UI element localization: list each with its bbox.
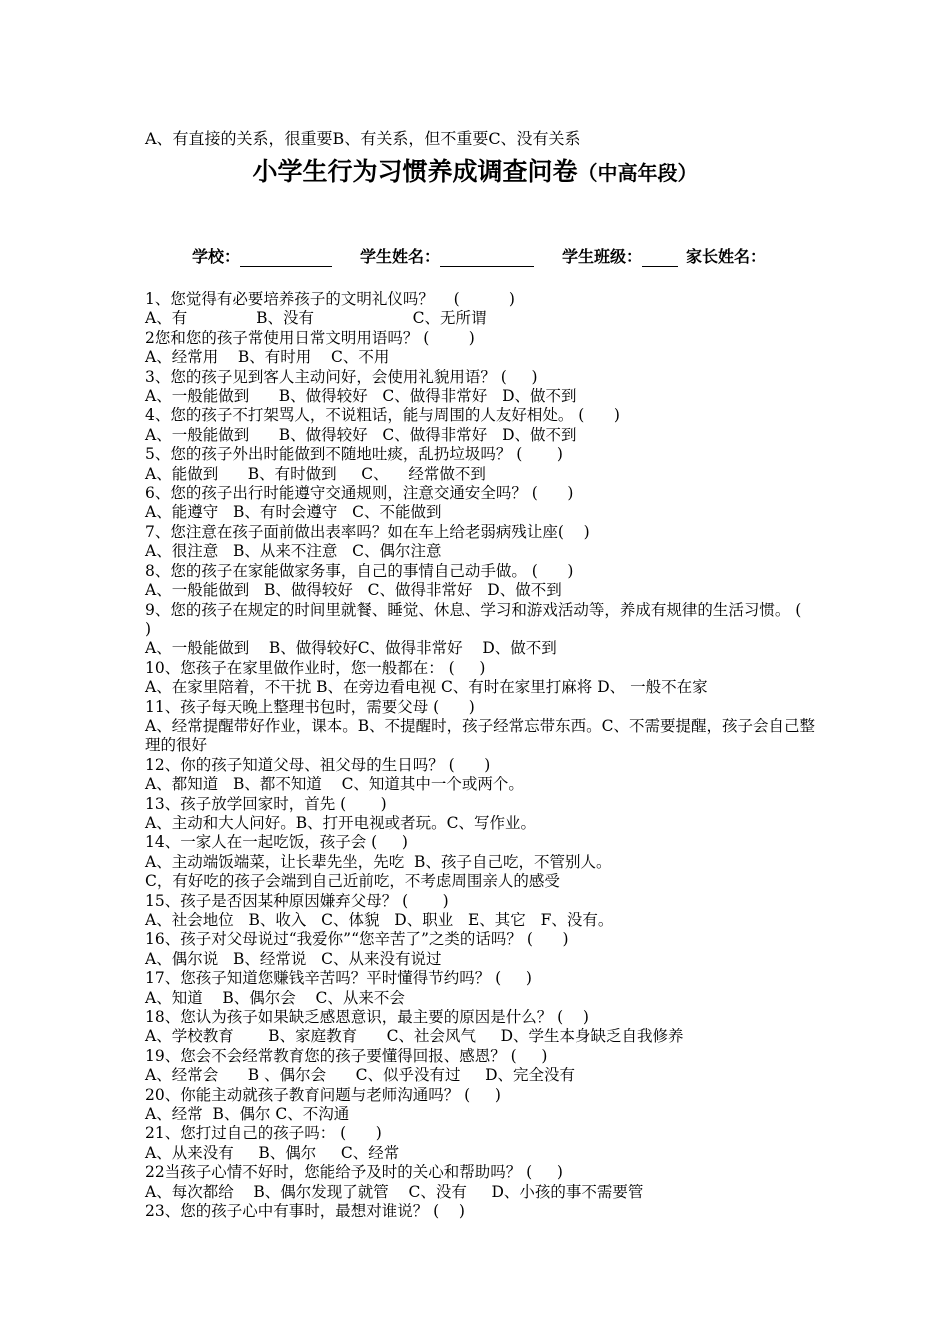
question-line: 11、孩子每天晚上整理书包时，需要父母 ( ) — [145, 697, 475, 716]
question-line: A、很注意 B、从来不注意 C、偶尔注意 — [145, 542, 442, 561]
question-line: A、都知道 B、都不知道 C、知道其中一个或两个。 — [145, 775, 524, 794]
question-line: 10、您孩子在家里做作业时，您一般都在： ( ) — [145, 658, 486, 677]
parent-name-label: 家长姓名： — [686, 247, 767, 266]
question-line: 19、您会不会经常教育您的孩子要懂得回报、感恩？ ( ) — [145, 1046, 548, 1065]
question-line: A、社会地位 B、收入 C、体貌 D、职业 E、其它 F、没有。 — [145, 911, 614, 929]
question-line: 22当孩子心情不好时，您能给予及时的关心和帮助吗？ ( ) — [145, 1163, 563, 1182]
question-line: 13、孩子放学回家时，首先 ( ) — [145, 794, 387, 813]
question-line: 3、您的孩子见到客人主动问好，会使用礼貌用语？ ( ) — [145, 367, 538, 386]
question-line: A、每次都给 B、偶尔发现了就管 C、没有 D、小孩的事不需要管 — [145, 1182, 644, 1201]
student-class-blank — [642, 250, 678, 267]
question-line: 4、您的孩子不打架骂人，不说粗话，能与周围的人友好相处。 ( ) — [145, 406, 620, 425]
question-line: A、经常提醒带好作业，课本。B、不提醒时，孩子经常忘带东西。C、不需要提醒，孩子会自己整理的很好 — [145, 716, 815, 755]
question-line: 1、您觉得有必要培养孩子的文明礼仪吗？ ( ) — [145, 290, 515, 308]
question-line: C，有好吃的孩子会端到自己近前吃，不考虑周围亲人的感受 — [145, 872, 560, 891]
question-line: 21、您打过自己的孩子吗： ( ) — [145, 1124, 382, 1143]
question-line: 6、您的孩子出行时能遵守交通规则，注意交通安全吗？ ( ) — [145, 484, 574, 503]
question-line: A、能遵守 B、有时会遵守 C、不能做到 — [145, 503, 442, 522]
question-line: 12、你的孩子知道父母、祖父母的生日吗？ ( ) — [145, 755, 491, 774]
title-main: 小学生行为习惯养成调查问卷 — [252, 157, 578, 186]
question-line: 5、您的孩子外出时能做到不随地吐痰，乱扔垃圾吗？ ( ) — [145, 445, 563, 464]
student-name-label: 学生姓名： — [360, 247, 441, 266]
question-line: A、一般能做到 B、做得较好 C、做得非常好 D、做不到 — [145, 387, 577, 406]
question-line: 18、您认为孩子如果缺乏感恩意识，最主要的原因是什么？ ( ) — [145, 1008, 589, 1027]
school-blank — [240, 250, 332, 267]
question-list — [145, 290, 826, 1222]
question-line: A、经常会 B 、偶尔会 C、似乎没有过 D、完全没有 — [145, 1066, 576, 1085]
student-class-label: 学生班级： — [562, 247, 643, 266]
question-line: A、能做到 B、有时做到 C、 经常做不到 — [145, 464, 486, 483]
question-line: 2您和您的孩子常使用日常文明用语吗？ ( ) — [145, 328, 475, 347]
question-line: A、知道 B、偶尔会 C、从来不会 — [145, 988, 405, 1007]
question-line: A、一般能做到 B、做得较好 C、做得非常好 D、做不到 — [145, 425, 577, 444]
student-name-field — [360, 244, 534, 267]
question-line: 20、你能主动就孩子教育问题与老师沟通吗？ ( ) — [145, 1085, 501, 1104]
question-line: 8、您的孩子在家能做家务事，自己的事情自己动手做。 ( ) — [145, 561, 574, 580]
question-line: A、主动端饭端菜，让长辈先坐，先吃 B、孩子自己吃，不管别人。 — [145, 852, 612, 871]
question-line: 9、您的孩子在规定的时间里就餐、睡觉、休息、学习和游戏活动等，养成有规律的生活习惯。 ( ) — [145, 600, 826, 638]
preceding-answer-options: A、有直接的关系，很重要B、有关系，但不重要C、没有关系 — [145, 129, 581, 148]
question-line: A、偶尔说 B、经常说 C、从来没有说过 — [145, 949, 442, 968]
question-line: A、经常用 B、有时用 C、不用 — [145, 348, 390, 367]
question-line: A、一般能做到 B、做得较好C、做得非常好 D、做不到 — [145, 639, 557, 658]
parent-name-field — [686, 244, 766, 267]
question-line: 17、您孩子知道您赚钱辛苦吗？平时懂得节约吗？ ( ) — [145, 969, 532, 988]
school-field — [192, 244, 332, 267]
school-label: 学校： — [192, 247, 241, 266]
question-line: A、一般能做到 B、做得较好 C、做得非常好 D、做不到 — [145, 581, 562, 600]
question-line: 14、一家人在一起吃饭，孩子会 ( ) — [145, 833, 408, 852]
title-subtitle: （中高年段） — [577, 161, 698, 185]
question-line: 16、孩子对父母说过“我爱你”“您辛苦了”之类的话吗？ ( ) — [145, 930, 569, 949]
question-line: 15、孩子是否因某种原因嫌弃父母？ ( ) — [145, 891, 449, 910]
page-title — [0, 152, 950, 188]
question-line: 7、您注意在孩子面前做出表率吗？如在车上给老弱病残让座( ) — [145, 522, 590, 541]
question-line: A、有 B、没有 C、无所谓 — [145, 309, 487, 328]
question-line: A、在家里陪着，不干扰 B、在旁边看电视 C、有时在家里打麻将 D、 一般不在家 — [145, 678, 708, 697]
question-line: A、学校教育 B、家庭教育 C、社会风气 D、学生本身缺乏自我修养 — [145, 1027, 684, 1046]
student-class-field — [562, 244, 678, 267]
question-line: A、从来没有 B、偶尔 C、经常 — [145, 1143, 400, 1162]
question-line: A、经常 B、偶尔 C、不沟通 — [145, 1105, 350, 1124]
student-name-blank — [440, 250, 534, 267]
question-line: A、主动和大人问好。B、打开电视或者玩。C、写作业。 — [145, 813, 536, 832]
question-line: 23、您的孩子心中有事时，最想对谁说？ ( ) — [145, 1202, 465, 1221]
student-info-row — [192, 244, 794, 267]
